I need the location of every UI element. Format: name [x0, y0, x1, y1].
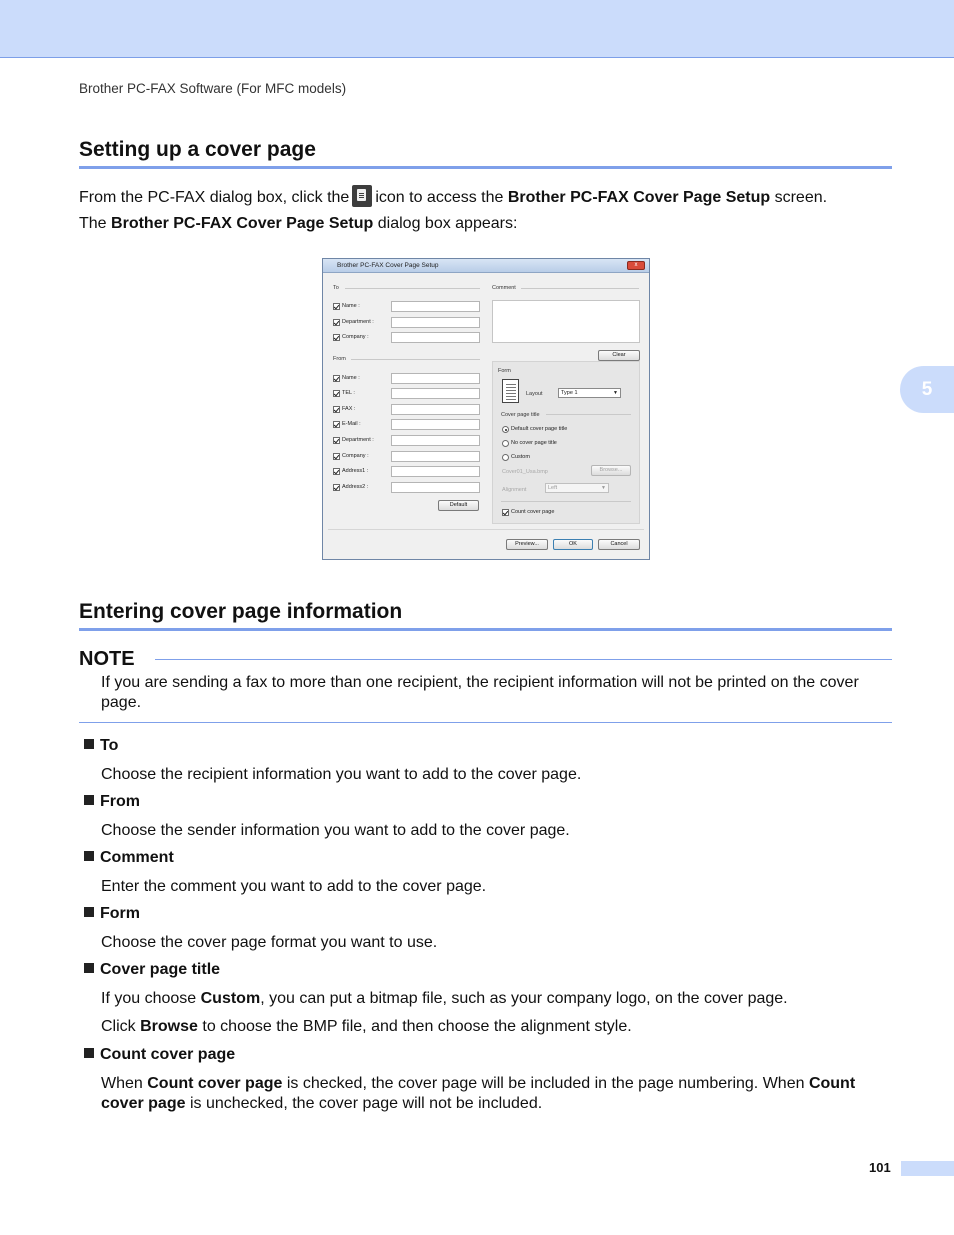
dialog-titlebar: [323, 259, 649, 273]
top-band: [0, 0, 954, 58]
cover-title-divider: [546, 414, 631, 415]
item-desc-cover-title-1: If you choose Custom, you can put a bitmap file, such as your company logo, on the cover page.: [101, 990, 788, 1007]
radio-icon[interactable]: [502, 454, 509, 461]
checkbox-icon[interactable]: [333, 453, 340, 460]
checkbox-icon[interactable]: [333, 319, 340, 326]
cancel-button[interactable]: Cancel: [598, 539, 640, 550]
alignment-label: Alignment: [502, 487, 527, 493]
from-fax-field[interactable]: [391, 404, 480, 415]
cover-page-setup-dialog: Brother PC-FAX Cover Page Setup x To Name : Department : Company : From Name : TEL : FAX : E-Mail : Department : Company : Address1 : Address2 : Default Comment Clear Form Layout Type 1 ▼ Cover page title Default cover page title No cover page title Custom Cover01_Usa.bmp Browse... Alignment Left ▼ Count cover page Preview... OK Cancel: [322, 258, 650, 560]
item-heading-cover-title: Cover page title: [84, 961, 220, 979]
layout-preview-thumbnail: [502, 379, 519, 403]
section-heading-entering: Entering cover page information: [79, 600, 403, 623]
from-tel-field[interactable]: [391, 388, 480, 399]
from-address1-field[interactable]: [391, 466, 480, 477]
to-section-label: To: [333, 285, 339, 291]
form-section-label: Form: [498, 368, 511, 374]
section-heading-setup: Setting up a cover page: [79, 138, 316, 161]
note-title: NOTE: [79, 648, 135, 670]
clear-button[interactable]: Clear: [598, 350, 640, 361]
checkbox-icon[interactable]: [333, 437, 340, 444]
intro-paragraph: From the PC-FAX dialog box, click the icon to access the Brother PC-FAX Cover Page Setup screen.: [79, 185, 827, 208]
to-department-field[interactable]: [391, 317, 480, 328]
dialog-intro-paragraph: The Brother PC-FAX Cover Page Setup dialog box appears:: [79, 215, 518, 232]
running-header: Brother PC-FAX Software (For MFC models): [79, 81, 347, 96]
bullet-square-icon: [84, 907, 94, 917]
ok-button[interactable]: OK: [553, 539, 593, 550]
chevron-down-icon: ▼: [601, 485, 606, 491]
checkbox-icon[interactable]: [333, 468, 340, 475]
page-number: 101: [869, 1160, 891, 1175]
checkbox-icon[interactable]: [333, 421, 340, 428]
count-divider: [501, 501, 631, 502]
cover-title-label: Cover page title: [501, 412, 540, 418]
close-icon[interactable]: x: [627, 261, 645, 270]
layout-select[interactable]: Type 1 ▼: [558, 388, 621, 398]
item-desc-form: Choose the cover page format you want to use.: [101, 934, 438, 951]
item-heading-from: From: [84, 793, 140, 811]
preview-button[interactable]: Preview...: [506, 539, 548, 550]
layout-label: Layout: [526, 391, 543, 397]
heading-rule: [79, 166, 892, 169]
cover-page-setup-icon: [352, 185, 372, 207]
comment-divider: [521, 288, 639, 289]
bullet-square-icon: [84, 739, 94, 749]
checkbox-icon[interactable]: [333, 334, 340, 341]
bullet-square-icon: [84, 963, 94, 973]
from-company-field[interactable]: [391, 451, 480, 462]
chevron-down-icon: ▼: [613, 390, 618, 396]
item-heading-comment: Comment: [84, 849, 174, 867]
note-rule: [155, 659, 892, 660]
item-heading-to: To: [84, 737, 118, 755]
bullet-square-icon: [84, 795, 94, 805]
chapter-tab: 5: [900, 366, 954, 413]
bullet-square-icon: [84, 1048, 94, 1058]
checkbox-icon[interactable]: [502, 509, 509, 516]
note-text: If you are sending a fax to more than one recipient, the recipient information will not be printed on the cover page.: [101, 674, 859, 711]
from-name-field[interactable]: [391, 373, 480, 384]
from-address2-field[interactable]: [391, 482, 480, 493]
from-department-field[interactable]: [391, 435, 480, 446]
item-desc-cover-title-2: Click Browse to choose the BMP file, and then choose the alignment style.: [101, 1018, 632, 1035]
comment-section-label: Comment: [492, 285, 516, 291]
checkbox-icon[interactable]: [333, 390, 340, 397]
radio-selected-icon[interactable]: [502, 426, 509, 433]
checkbox-icon[interactable]: [333, 303, 340, 310]
note-bottom-rule: [79, 722, 892, 723]
bullet-square-icon: [84, 851, 94, 861]
alignment-select[interactable]: Left ▼: [545, 483, 609, 493]
checkbox-icon[interactable]: [333, 375, 340, 382]
from-email-field[interactable]: [391, 419, 480, 430]
radio-icon[interactable]: [502, 440, 509, 447]
default-button[interactable]: Default: [438, 500, 479, 511]
item-desc-from: Choose the sender information you want to add to the cover page.: [101, 822, 570, 839]
item-desc-count: When Count cover page is checked, the cover page will be included in the page numbering. When Count cover page is unchecked, the cover page will not be included.: [101, 1075, 856, 1112]
heading-rule: [79, 628, 892, 631]
to-name-field[interactable]: [391, 301, 480, 312]
comment-input[interactable]: [492, 300, 640, 343]
item-heading-form: Form: [84, 905, 140, 923]
item-desc-comment: Enter the comment you want to add to the cover page.: [101, 878, 487, 895]
custom-file-name: Cover01_Usa.bmp: [502, 469, 548, 475]
page-number-bar: [901, 1161, 954, 1176]
checkbox-icon[interactable]: [333, 406, 340, 413]
from-divider: [351, 359, 480, 360]
item-desc-to: Choose the recipient information you want to add to the cover page.: [101, 766, 582, 783]
to-divider: [345, 288, 480, 289]
to-company-field[interactable]: [391, 332, 480, 343]
browse-button[interactable]: Browse...: [591, 465, 631, 476]
item-heading-count: Count cover page: [84, 1046, 235, 1064]
checkbox-icon[interactable]: [333, 484, 340, 491]
from-section-label: From: [333, 356, 346, 362]
footer-divider: [328, 529, 644, 530]
dialog-title: Brother PC-FAX Cover Page Setup: [337, 262, 439, 269]
